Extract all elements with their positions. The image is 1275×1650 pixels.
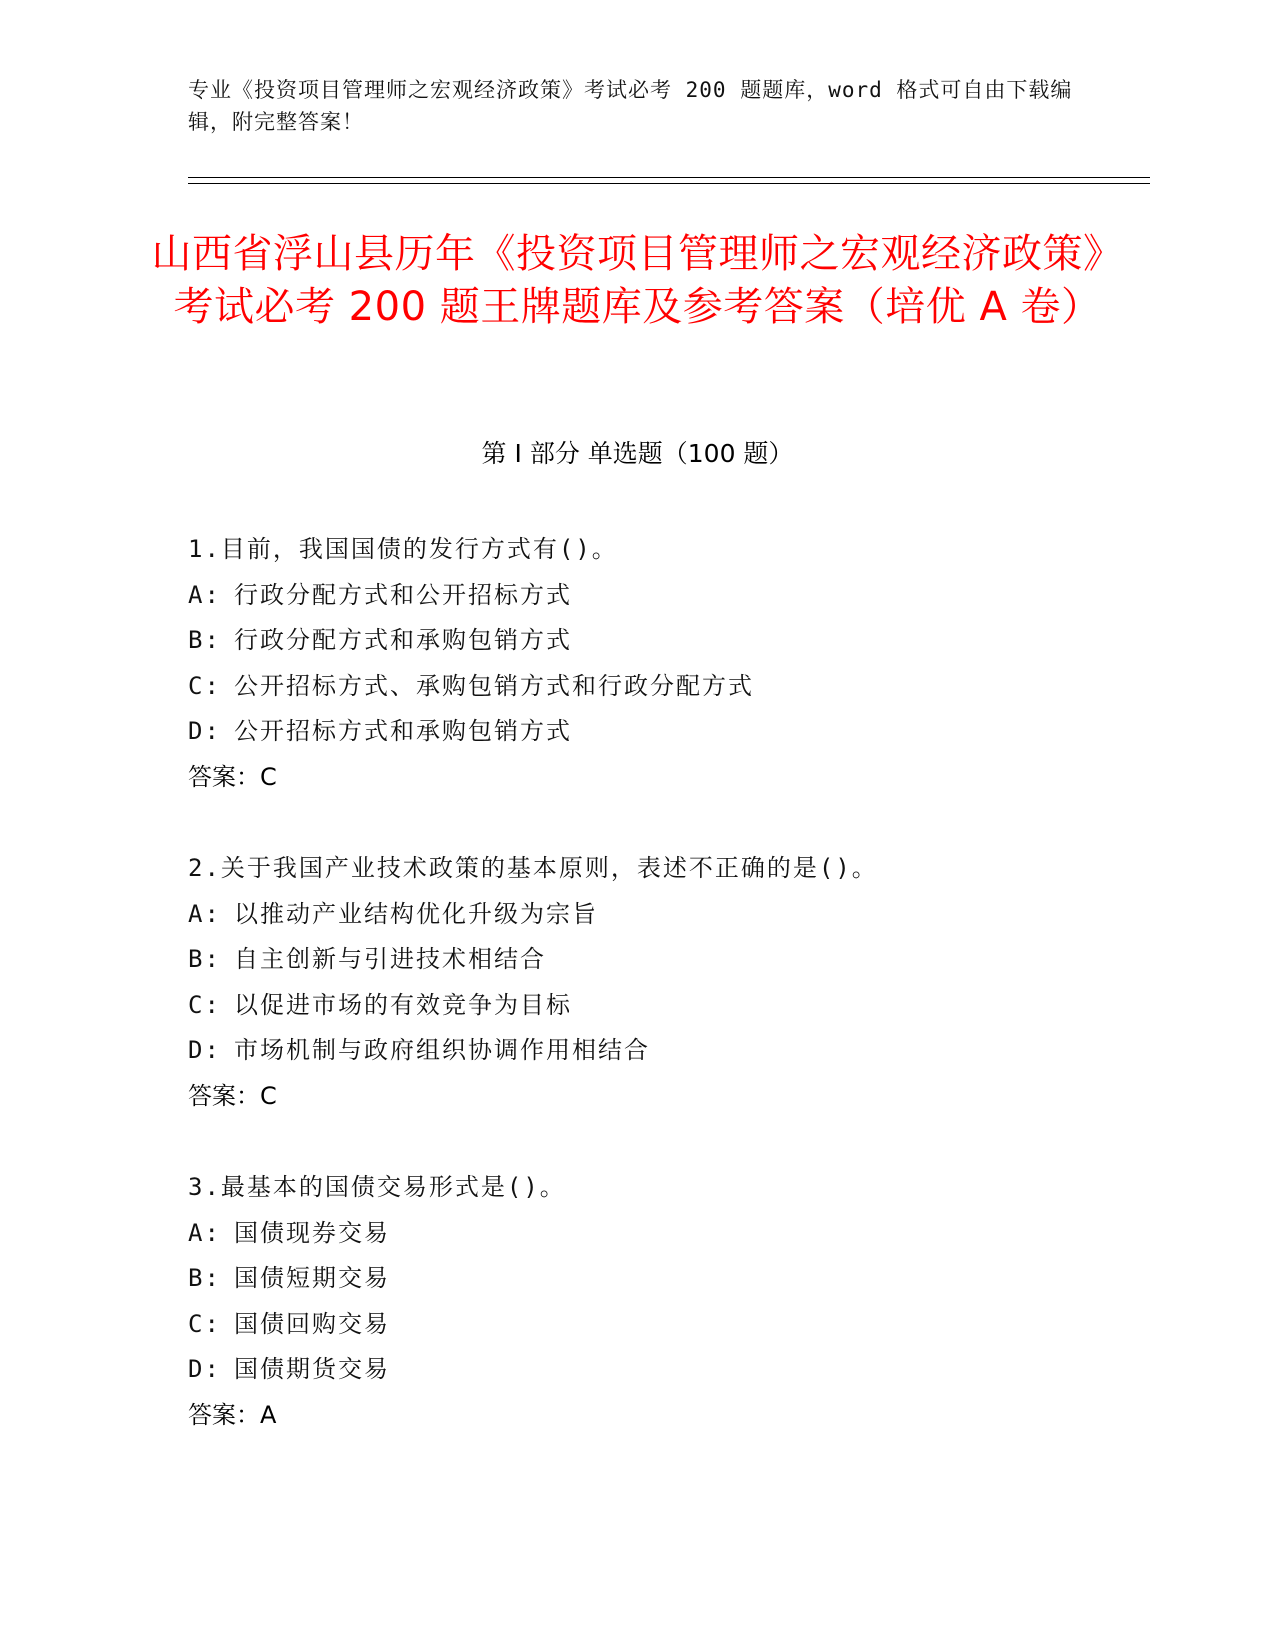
option-label: C: [188, 671, 221, 700]
option-b [188, 1256, 1108, 1302]
header-note: 专业《投资项目管理师之宏观经济政策》考试必考 200 题题库，word 格式可自由下载编辑，附完整答案！ [188, 78, 1073, 134]
option-d [188, 1028, 1108, 1074]
answer: 答案：C [188, 762, 277, 791]
option-text: 国债现券交易 [234, 1218, 390, 1247]
option-c [188, 983, 1108, 1029]
question-stem: 2.关于我国产业技术政策的基本原则，表述不正确的是()。 [188, 854, 878, 882]
option-d [188, 1347, 1108, 1393]
section-title: 第 I 部分 单选题（100 题） [481, 439, 794, 468]
question-list [188, 527, 1108, 1484]
option-d [188, 709, 1108, 755]
option-c [188, 1302, 1108, 1348]
option-label: C: [188, 1309, 221, 1338]
header-rule-top [188, 177, 1150, 178]
option-b [188, 618, 1108, 664]
option-text: 市场机制与政府组织协调作用相结合 [234, 1036, 650, 1064]
option-label: B: [188, 1264, 221, 1292]
option-label: C: [188, 990, 221, 1019]
option-c [188, 664, 1108, 710]
option-text: 行政分配方式和公开招标方式 [234, 580, 572, 609]
option-text: 国债回购交易 [234, 1309, 390, 1338]
option-a [188, 892, 1108, 938]
option-text: 自主创新与引进技术相结合 [234, 945, 546, 973]
option-label: A: [188, 580, 221, 609]
option-label: A: [188, 1218, 221, 1247]
option-text: 以促进市场的有效竞争为目标 [234, 990, 572, 1019]
option-text: 国债短期交易 [234, 1264, 390, 1292]
option-label: D: [188, 717, 221, 745]
option-text: 公开招标方式和承购包销方式 [234, 717, 572, 745]
option-a [188, 573, 1108, 619]
option-b [188, 937, 1108, 983]
header-rule-bottom [188, 183, 1150, 184]
question-stem: 1.目前，我国国债的发行方式有()。 [188, 535, 618, 563]
answer: 答案：C [188, 1081, 277, 1110]
option-label: A: [188, 899, 221, 928]
question-item [188, 846, 1108, 1119]
option-text: 以推动产业结构优化升级为宗旨 [234, 899, 598, 928]
option-text: 国债期货交易 [234, 1355, 390, 1383]
question-item [188, 527, 1108, 800]
option-a [188, 1211, 1108, 1257]
document-title: 山西省浮山县历年《投资项目管理师之宏观经济政策》考试必考 200 题王牌题库及参考答案（培优 A 卷） [151, 231, 1124, 330]
option-text: 行政分配方式和承购包销方式 [234, 626, 572, 654]
question-stem: 3.最基本的国债交易形式是()。 [188, 1173, 566, 1201]
option-label: D: [188, 1036, 221, 1064]
question-item [188, 1165, 1108, 1438]
option-text: 公开招标方式、承购包销方式和行政分配方式 [234, 671, 754, 700]
option-label: B: [188, 945, 221, 973]
option-label: B: [188, 626, 221, 654]
option-label: D: [188, 1355, 221, 1383]
answer: 答案：A [188, 1400, 277, 1429]
